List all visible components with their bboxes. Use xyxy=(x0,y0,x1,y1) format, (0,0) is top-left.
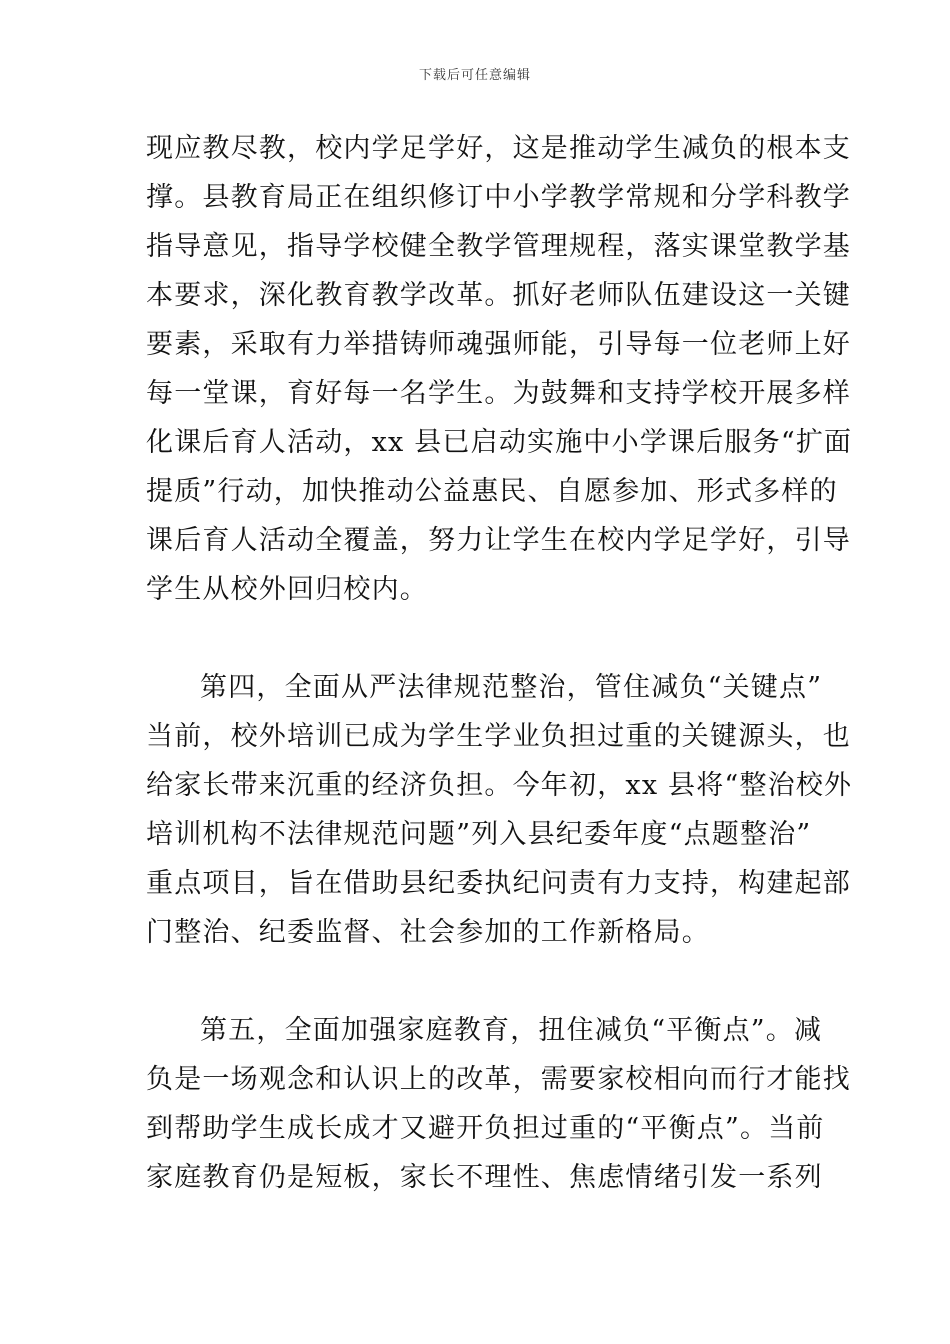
paragraph-spacer xyxy=(146,957,806,1006)
section-heading-line: 第四，全面从严法律规范整治，管住减负“关键点” xyxy=(200,672,823,703)
text-line: 学生从校外回归校内。 xyxy=(146,574,428,605)
text-line: 门整治、纪委监督、社会参加的工作新格局。 xyxy=(146,917,710,948)
text-line: 提质”行动，加快推动公益惠民、自愿参加、形式多样的 xyxy=(146,476,838,507)
paragraph-2 xyxy=(146,663,853,957)
text-line: 指导意见，指导学校健全教学管理规程，落实课堂教学基 xyxy=(146,231,851,262)
text-line: 培训机构不法律规范问题”列入县纪委年度“点题整治” xyxy=(146,819,812,850)
text-line: 家庭教育仍是短板，家长不理性、焦虑情绪引发一系列 xyxy=(146,1162,823,1193)
text-line: 撑。县教育局正在组织修订中小学教学常规和分学科教学 xyxy=(146,182,851,213)
text-line: 当前，校外培训已成为学生学业负担过重的关键源头，也 xyxy=(146,721,851,752)
section-heading-line: 第五，全面加强家庭教育，扭住减负“平衡点”。减 xyxy=(200,1015,823,1046)
paragraph-spacer xyxy=(146,614,806,663)
text-line: 现应教尽教，校内学足学好，这是推动学生减负的根本支 xyxy=(146,133,851,164)
text-line: 课后育人活动全覆盖，努力让学生在校内学足学好，引导 xyxy=(146,525,851,556)
text-line: 本要求，深化教育教学改革。抓好老师队伍建设这一关键 xyxy=(146,280,851,311)
text-line: 给家长带来沉重的经济负担。今年初，xx 县将“整治校外 xyxy=(146,770,853,801)
text-line: 重点项目，旨在借助县纪委执纪问责有力支持，构建起部 xyxy=(146,868,851,899)
text-line: 负是一场观念和认识上的改革，需要家校相向而行才能找 xyxy=(146,1064,851,1095)
page-header: 下载后可任意编辑 xyxy=(418,68,531,83)
text-line: 每一堂课，育好每一名学生。为鼓舞和支持学校开展多样 xyxy=(146,378,851,409)
text-line: 要素，采取有力举措铸师魂强师能，引导每一位老师上好 xyxy=(146,329,851,360)
text-line: 到帮助学生成长成才又避开负担过重的“平衡点”。当前 xyxy=(146,1113,825,1144)
text-line: 化课后育人活动，xx 县已启动实施中小学课后服务“扩面 xyxy=(146,427,853,458)
paragraph-3 xyxy=(146,1006,851,1202)
document-body xyxy=(146,124,853,1202)
paragraph-1 xyxy=(146,124,853,614)
